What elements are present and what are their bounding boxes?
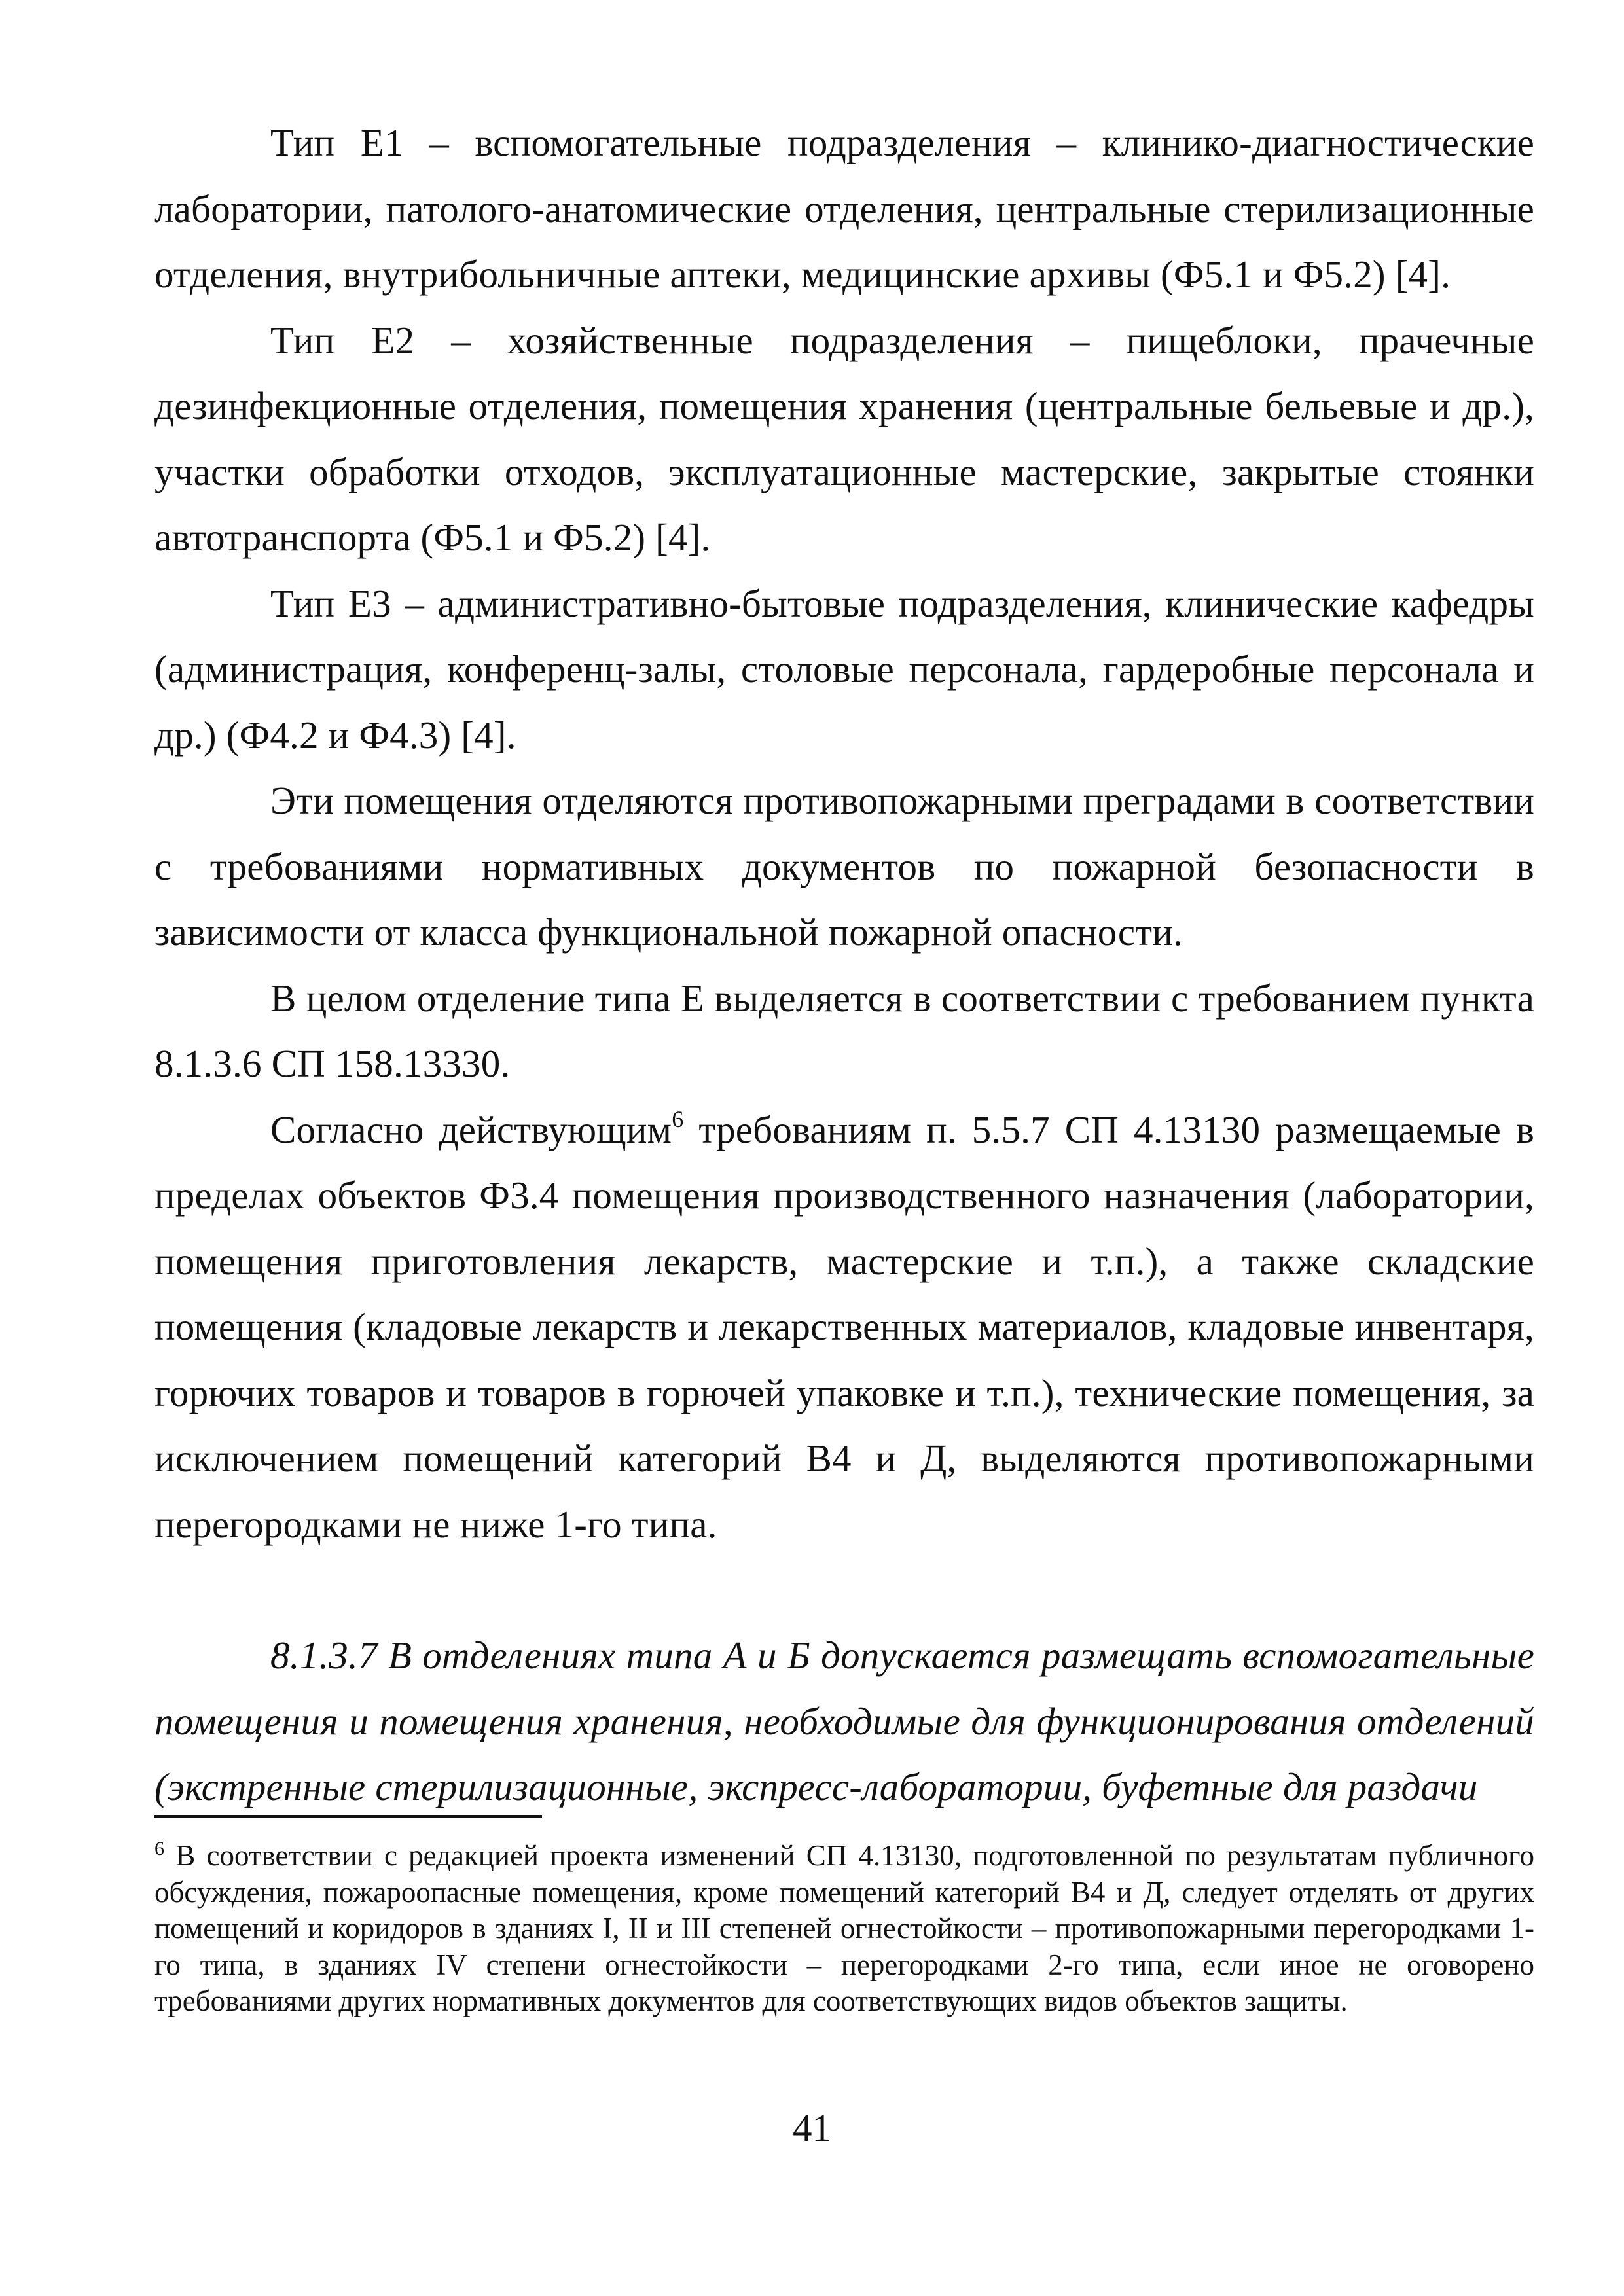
paragraph-text-end: требованиям п. 5.5.7 СП 4.13130 размещаемые в пределах объектов Ф3.4 помещения производственного назначения (лаборатории, помещения приготовления лекарств, мастерские и т.п.), а также складские помещения (кладовые лекарств и лекарственных материалов, кладовые инвентаря, горючих товаров и товаров в горючей упаковке и т.п.), технические помещения, за исключением помещений категорий В4 и Д, выделяются противопожарными перегородками не ниже 1-го типа.: [154, 1107, 1534, 1546]
paragraph-type-e1: Тип Е1 – вспомогательные подразделения – клинико-диагностические лаборатории, патолого-анатомические отделения, центральные стерилизационные отделения, внутрибольничные аптеки, медицинские архивы (Ф5.1 и Ф5.2) [4].: [154, 121, 1534, 296]
paragraph-sp-requirements: [154, 1097, 1534, 1558]
footnote: [154, 1838, 1534, 2020]
footnote-separator: [154, 1815, 542, 1818]
paragraph-type-e3: Тип Е3 – административно-бытовые подразделения, клинические кафедры (администрация, конференц-залы, столовые персонала, гардеробные персонала и др.) (Ф4.2 и Ф4.3) [4].: [154, 581, 1534, 757]
body-text: [154, 110, 1534, 1820]
paragraph-text-start: Согласно действующим: [270, 1107, 672, 1151]
footnote-text: В соответствии с редакцией проекта изменений СП 4.13130, подготовленной по результатам публичного обсуждения, пожароопасные помещения, кроме помещений категорий В4 и Д, следует отделять от других помещений и коридоров в зданиях I, II и III степеней огнестойкости – противопожарными перегородками 1-го типа, в зданиях IV степени огнестойкости – перегородками 2-го типа, если иное не оговорено требованиями других нормативных документов для соответствующих видов объектов защиты.: [154, 1839, 1534, 2017]
page-number: 41: [793, 2106, 831, 2149]
footnote-number: 6: [154, 1838, 164, 1859]
footnote-reference: 6: [672, 1105, 684, 1132]
paragraph-type-e-allocation: В целом отделение типа Е выделяется в соответствии с требованием пункта 8.1.3.6 СП 158.13330.: [154, 976, 1534, 1085]
paragraph-type-e2: Тип Е2 – хозяйственные подразделения – пищеблоки, прачечные дезинфекционные отделения, помещения хранения (центральные бельевые и др.), участки обработки отходов, эксплуатационные мастерские, закрытые стоянки автотранспорта (Ф5.1 и Ф5.2) [4].: [154, 318, 1534, 559]
paragraph-fire-barriers: Эти помещения отделяются противопожарными преградами в соответствии с требованиями нормативных документов по пожарной безопасности в зависимости от класса функциональной пожарной опасности.: [154, 779, 1534, 954]
paragraph-8-1-3-7: 8.1.3.7 В отделениях типа А и Б допускается размещать вспомогательные помещения и помещения хранения, необходимые для функционирования отделений (экстренные стерилизационные, экспресс-лаборатории, буфетные для раздачи: [154, 1634, 1534, 1808]
